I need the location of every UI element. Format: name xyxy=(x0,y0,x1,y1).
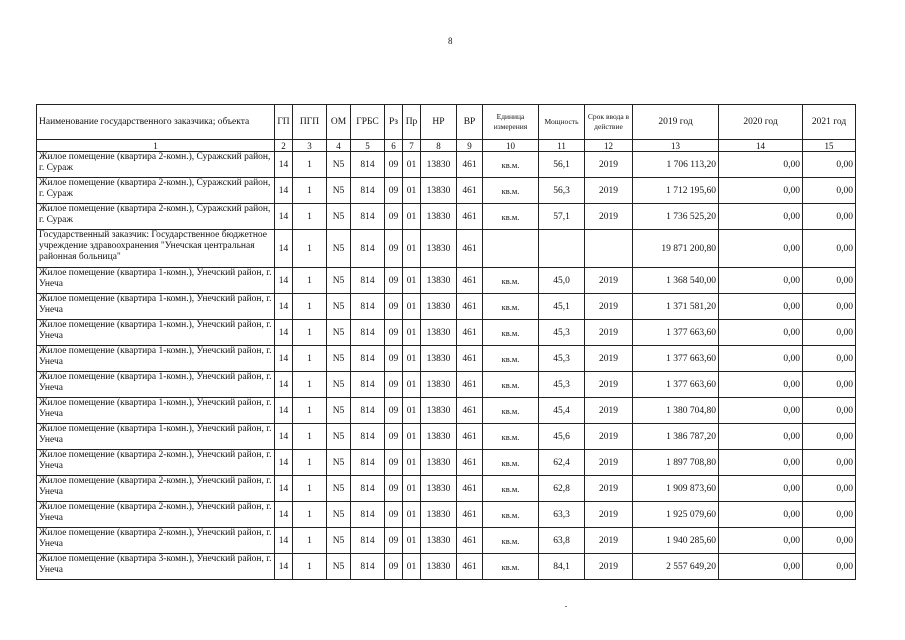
cell-name: Жилое помещение (квартира 2-комн.), Суражский район, г. Сураж xyxy=(37,178,275,204)
cell-vr: 461 xyxy=(457,320,483,346)
cell-nr: 13830 xyxy=(421,152,457,178)
cell-pr: 01 xyxy=(403,476,421,502)
table-row xyxy=(37,294,856,320)
cell-om: N5 xyxy=(327,554,351,580)
cell-grbs: 814 xyxy=(351,476,385,502)
cell-rz: 09 xyxy=(385,398,403,424)
cell-unit: кв.м. xyxy=(483,528,539,554)
cell-y2020: 0,00 xyxy=(719,528,803,554)
cell-om: N5 xyxy=(327,450,351,476)
cell-y2021: 0,00 xyxy=(803,346,856,372)
cell-gp: 14 xyxy=(275,450,293,476)
cell-gp: 14 xyxy=(275,294,293,320)
cell-capacity: 45,4 xyxy=(539,398,585,424)
cell-capacity: 45,3 xyxy=(539,346,585,372)
cell-grbs: 814 xyxy=(351,320,385,346)
header-2019: 2019 год xyxy=(633,105,719,140)
cell-pgp: 1 xyxy=(293,268,327,294)
cell-y2019: 1 736 525,20 xyxy=(633,204,719,230)
cell-vr: 461 xyxy=(457,204,483,230)
cell-commission: 2019 xyxy=(585,294,633,320)
cell-vr: 461 xyxy=(457,230,483,268)
cell-pr: 01 xyxy=(403,424,421,450)
cell-pgp: 1 xyxy=(293,372,327,398)
cell-nr: 13830 xyxy=(421,294,457,320)
table-row xyxy=(37,178,856,204)
cell-vr: 461 xyxy=(457,268,483,294)
cell-om: N5 xyxy=(327,502,351,528)
cell-pr: 01 xyxy=(403,398,421,424)
cell-y2021: 0,00 xyxy=(803,178,856,204)
cell-grbs: 814 xyxy=(351,372,385,398)
cell-rz: 09 xyxy=(385,450,403,476)
cell-y2021: 0,00 xyxy=(803,268,856,294)
column-number: 9 xyxy=(457,140,483,152)
cell-om: N5 xyxy=(327,204,351,230)
cell-y2020: 0,00 xyxy=(719,204,803,230)
cell-commission: 2019 xyxy=(585,204,633,230)
cell-rz: 09 xyxy=(385,204,403,230)
cell-y2019: 1 371 581,20 xyxy=(633,294,719,320)
cell-rz: 09 xyxy=(385,320,403,346)
cell-rz: 09 xyxy=(385,502,403,528)
cell-nr: 13830 xyxy=(421,424,457,450)
cell-unit: кв.м. xyxy=(483,398,539,424)
column-number: 14 xyxy=(719,140,803,152)
cell-rz: 09 xyxy=(385,152,403,178)
cell-y2020: 0,00 xyxy=(719,294,803,320)
column-number: 8 xyxy=(421,140,457,152)
cell-vr: 461 xyxy=(457,398,483,424)
cell-pr: 01 xyxy=(403,502,421,528)
cell-rz: 09 xyxy=(385,230,403,268)
cell-vr: 461 xyxy=(457,554,483,580)
cell-y2019: 1 925 079,60 xyxy=(633,502,719,528)
cell-pgp: 1 xyxy=(293,346,327,372)
cell-unit: кв.м. xyxy=(483,424,539,450)
header-om: ОМ xyxy=(327,105,351,140)
table-row xyxy=(37,398,856,424)
cell-unit xyxy=(483,230,539,268)
header-vr: ВР xyxy=(457,105,483,140)
header-pgp: ПГП xyxy=(293,105,327,140)
cell-name: Жилое помещение (квартира 2-комн.), Унечский район, г. Унеча xyxy=(37,476,275,502)
header-grbs: ГРБС xyxy=(351,105,385,140)
cell-vr: 461 xyxy=(457,476,483,502)
cell-y2021: 0,00 xyxy=(803,398,856,424)
cell-vr: 461 xyxy=(457,372,483,398)
cell-pr: 01 xyxy=(403,294,421,320)
cell-pr: 01 xyxy=(403,554,421,580)
cell-gp: 14 xyxy=(275,268,293,294)
cell-y2019: 1 909 873,60 xyxy=(633,476,719,502)
cell-gp: 14 xyxy=(275,204,293,230)
cell-pr: 01 xyxy=(403,204,421,230)
column-number: 5 xyxy=(351,140,385,152)
cell-name: Жилое помещение (квартира 1-комн.), Унечский район, г. Унеча xyxy=(37,372,275,398)
cell-pgp: 1 xyxy=(293,476,327,502)
cell-capacity: 45,1 xyxy=(539,294,585,320)
cell-om: N5 xyxy=(327,346,351,372)
table-body xyxy=(37,140,856,580)
cell-y2020: 0,00 xyxy=(719,424,803,450)
header-commission: Срок ввода в действие xyxy=(585,105,633,140)
cell-om: N5 xyxy=(327,230,351,268)
cell-om: N5 xyxy=(327,398,351,424)
cell-grbs: 814 xyxy=(351,398,385,424)
cell-commission: 2019 xyxy=(585,178,633,204)
column-number: 2 xyxy=(275,140,293,152)
header-pr: Пр xyxy=(403,105,421,140)
cell-y2020: 0,00 xyxy=(719,320,803,346)
cell-grbs: 814 xyxy=(351,204,385,230)
cell-y2020: 0,00 xyxy=(719,230,803,268)
page-number: 8 xyxy=(448,36,453,46)
cell-pr: 01 xyxy=(403,178,421,204)
table-row xyxy=(37,528,856,554)
cell-commission: 2019 xyxy=(585,320,633,346)
cell-rz: 09 xyxy=(385,346,403,372)
cell-pr: 01 xyxy=(403,230,421,268)
cell-unit: кв.м. xyxy=(483,554,539,580)
column-number: 4 xyxy=(327,140,351,152)
cell-y2020: 0,00 xyxy=(719,178,803,204)
cell-y2021: 0,00 xyxy=(803,476,856,502)
cell-nr: 13830 xyxy=(421,398,457,424)
cell-vr: 461 xyxy=(457,178,483,204)
cell-grbs: 814 xyxy=(351,450,385,476)
cell-commission: 2019 xyxy=(585,554,633,580)
cell-gp: 14 xyxy=(275,230,293,268)
cell-pgp: 1 xyxy=(293,528,327,554)
header-unit: Единица измерения xyxy=(483,105,539,140)
header-row xyxy=(37,105,856,140)
cell-y2019: 1 386 787,20 xyxy=(633,424,719,450)
cell-name: Жилое помещение (квартира 1-комн.), Унечский район, г. Унеча xyxy=(37,346,275,372)
table-row xyxy=(37,476,856,502)
cell-nr: 13830 xyxy=(421,476,457,502)
cell-capacity: 84,1 xyxy=(539,554,585,580)
cell-y2021: 0,00 xyxy=(803,230,856,268)
cell-om: N5 xyxy=(327,476,351,502)
cell-capacity: 45,6 xyxy=(539,424,585,450)
cell-name: Жилое помещение (квартира 1-комн.), Унечский район, г. Унеча xyxy=(37,398,275,424)
cell-capacity: 63,3 xyxy=(539,502,585,528)
cell-y2020: 0,00 xyxy=(719,554,803,580)
cell-grbs: 814 xyxy=(351,528,385,554)
header-rz: Рз xyxy=(385,105,403,140)
cell-vr: 461 xyxy=(457,528,483,554)
cell-unit: кв.м. xyxy=(483,372,539,398)
cell-vr: 461 xyxy=(457,294,483,320)
cell-commission: 2019 xyxy=(585,152,633,178)
cell-om: N5 xyxy=(327,372,351,398)
cell-y2019: 1 897 708,80 xyxy=(633,450,719,476)
column-number: 6 xyxy=(385,140,403,152)
cell-name: Жилое помещение (квартира 1-комн.), Унечский район, г. Унеча xyxy=(37,268,275,294)
cell-vr: 461 xyxy=(457,450,483,476)
budget-table xyxy=(36,104,856,580)
cell-commission: 2019 xyxy=(585,268,633,294)
cell-pr: 01 xyxy=(403,450,421,476)
table-row xyxy=(37,346,856,372)
cell-pr: 01 xyxy=(403,346,421,372)
cell-y2019: 2 557 649,20 xyxy=(633,554,719,580)
cell-capacity: 57,1 xyxy=(539,204,585,230)
cell-y2020: 0,00 xyxy=(719,476,803,502)
cell-y2021: 0,00 xyxy=(803,372,856,398)
cell-om: N5 xyxy=(327,152,351,178)
cell-y2020: 0,00 xyxy=(719,372,803,398)
cell-nr: 13830 xyxy=(421,554,457,580)
cell-commission: 2019 xyxy=(585,476,633,502)
cell-commission: 2019 xyxy=(585,424,633,450)
cell-nr: 13830 xyxy=(421,268,457,294)
cell-y2021: 0,00 xyxy=(803,502,856,528)
cell-unit: кв.м. xyxy=(483,502,539,528)
cell-y2020: 0,00 xyxy=(719,398,803,424)
cell-unit: кв.м. xyxy=(483,450,539,476)
cell-pgp: 1 xyxy=(293,204,327,230)
cell-pgp: 1 xyxy=(293,152,327,178)
header-nr: НР xyxy=(421,105,457,140)
cell-gp: 14 xyxy=(275,320,293,346)
column-number: 13 xyxy=(633,140,719,152)
cell-unit: кв.м. xyxy=(483,178,539,204)
cell-om: N5 xyxy=(327,294,351,320)
cell-name: Жилое помещение (квартира 1-комн.), Унечский район, г. Унеча xyxy=(37,424,275,450)
cell-unit: кв.м. xyxy=(483,320,539,346)
cell-y2019: 1 368 540,00 xyxy=(633,268,719,294)
cell-nr: 13830 xyxy=(421,230,457,268)
cell-name: Жилое помещение (квартира 2-комн.), Унечский район, г. Унеча xyxy=(37,528,275,554)
cell-commission: 2019 xyxy=(585,346,633,372)
cell-y2021: 0,00 xyxy=(803,450,856,476)
cell-pgp: 1 xyxy=(293,178,327,204)
cell-capacity: 56,1 xyxy=(539,152,585,178)
table-row xyxy=(37,152,856,178)
cell-name: Государственный заказчик: Государственное бюджетное учреждение здравоохранения "Унечская центральная районная больница" xyxy=(37,230,275,268)
cell-y2020: 0,00 xyxy=(719,450,803,476)
cell-y2019: 19 871 200,80 xyxy=(633,230,719,268)
cell-y2021: 0,00 xyxy=(803,554,856,580)
cell-nr: 13830 xyxy=(421,502,457,528)
cell-unit: кв.м. xyxy=(483,204,539,230)
cell-capacity xyxy=(539,230,585,268)
cell-nr: 13830 xyxy=(421,346,457,372)
cell-pgp: 1 xyxy=(293,554,327,580)
cell-y2020: 0,00 xyxy=(719,152,803,178)
cell-capacity: 63,8 xyxy=(539,528,585,554)
header-name: Наименование государственного заказчика; объекта xyxy=(37,105,275,140)
cell-unit: кв.м. xyxy=(483,268,539,294)
cell-grbs: 814 xyxy=(351,178,385,204)
cell-commission: 2019 xyxy=(585,450,633,476)
cell-rz: 09 xyxy=(385,554,403,580)
cell-gp: 14 xyxy=(275,152,293,178)
cell-commission: 2019 xyxy=(585,528,633,554)
cell-y2019: 1 377 663,60 xyxy=(633,372,719,398)
column-number: 1 xyxy=(37,140,275,152)
cell-commission: 2019 xyxy=(585,372,633,398)
cell-nr: 13830 xyxy=(421,204,457,230)
cell-gp: 14 xyxy=(275,372,293,398)
cell-y2019: 1 706 113,20 xyxy=(633,152,719,178)
cell-y2021: 0,00 xyxy=(803,294,856,320)
scan-speck xyxy=(565,606,567,607)
cell-name: Жилое помещение (квартира 2-комн.), Унечский район, г. Унеча xyxy=(37,450,275,476)
cell-gp: 14 xyxy=(275,346,293,372)
cell-rz: 09 xyxy=(385,476,403,502)
cell-pgp: 1 xyxy=(293,294,327,320)
cell-nr: 13830 xyxy=(421,528,457,554)
table-row xyxy=(37,450,856,476)
cell-pr: 01 xyxy=(403,372,421,398)
table-row xyxy=(37,424,856,450)
cell-om: N5 xyxy=(327,424,351,450)
cell-om: N5 xyxy=(327,528,351,554)
cell-pgp: 1 xyxy=(293,450,327,476)
cell-pr: 01 xyxy=(403,320,421,346)
cell-capacity: 45,3 xyxy=(539,372,585,398)
cell-y2021: 0,00 xyxy=(803,320,856,346)
cell-name: Жилое помещение (квартира 1-комн.), Унечский район, г. Унеча xyxy=(37,294,275,320)
cell-nr: 13830 xyxy=(421,450,457,476)
cell-vr: 461 xyxy=(457,346,483,372)
cell-name: Жилое помещение (квартира 2-комн.), Суражский район, г. Сураж xyxy=(37,204,275,230)
table-row xyxy=(37,230,856,268)
cell-y2019: 1 377 663,60 xyxy=(633,346,719,372)
column-number-row xyxy=(37,140,856,152)
cell-om: N5 xyxy=(327,320,351,346)
header-capacity: Мощность xyxy=(539,105,585,140)
cell-pr: 01 xyxy=(403,152,421,178)
cell-gp: 14 xyxy=(275,502,293,528)
cell-rz: 09 xyxy=(385,268,403,294)
cell-name: Жилое помещение (квартира 3-комн.), Унечский район, г. Унеча xyxy=(37,554,275,580)
cell-rz: 09 xyxy=(385,424,403,450)
cell-unit: кв.м. xyxy=(483,346,539,372)
table-row xyxy=(37,372,856,398)
cell-y2019: 1 712 195,60 xyxy=(633,178,719,204)
cell-y2020: 0,00 xyxy=(719,268,803,294)
cell-pgp: 1 xyxy=(293,230,327,268)
cell-y2019: 1 377 663,60 xyxy=(633,320,719,346)
table-row xyxy=(37,268,856,294)
column-number: 3 xyxy=(293,140,327,152)
table-row xyxy=(37,502,856,528)
cell-gp: 14 xyxy=(275,476,293,502)
cell-nr: 13830 xyxy=(421,178,457,204)
cell-y2019: 1 940 285,60 xyxy=(633,528,719,554)
cell-name: Жилое помещение (квартира 1-комн.), Унечский район, г. Унеча xyxy=(37,320,275,346)
column-number: 15 xyxy=(803,140,856,152)
cell-grbs: 814 xyxy=(351,230,385,268)
cell-commission xyxy=(585,230,633,268)
cell-om: N5 xyxy=(327,178,351,204)
cell-capacity: 56,3 xyxy=(539,178,585,204)
cell-unit: кв.м. xyxy=(483,152,539,178)
column-number: 12 xyxy=(585,140,633,152)
cell-commission: 2019 xyxy=(585,398,633,424)
cell-pgp: 1 xyxy=(293,502,327,528)
cell-y2021: 0,00 xyxy=(803,424,856,450)
cell-vr: 461 xyxy=(457,502,483,528)
cell-om: N5 xyxy=(327,268,351,294)
cell-grbs: 814 xyxy=(351,502,385,528)
table-row xyxy=(37,554,856,580)
cell-unit: кв.м. xyxy=(483,294,539,320)
table-row xyxy=(37,204,856,230)
cell-gp: 14 xyxy=(275,528,293,554)
cell-pr: 01 xyxy=(403,528,421,554)
cell-gp: 14 xyxy=(275,554,293,580)
cell-vr: 461 xyxy=(457,152,483,178)
cell-unit: кв.м. xyxy=(483,476,539,502)
cell-pgp: 1 xyxy=(293,398,327,424)
cell-pr: 01 xyxy=(403,268,421,294)
cell-pgp: 1 xyxy=(293,424,327,450)
cell-pgp: 1 xyxy=(293,320,327,346)
cell-commission: 2019 xyxy=(585,502,633,528)
cell-rz: 09 xyxy=(385,178,403,204)
column-number: 7 xyxy=(403,140,421,152)
cell-nr: 13830 xyxy=(421,320,457,346)
header-gp: ГП xyxy=(275,105,293,140)
cell-capacity: 62,8 xyxy=(539,476,585,502)
cell-rz: 09 xyxy=(385,528,403,554)
cell-grbs: 814 xyxy=(351,554,385,580)
cell-vr: 461 xyxy=(457,424,483,450)
cell-grbs: 814 xyxy=(351,294,385,320)
cell-nr: 13830 xyxy=(421,372,457,398)
cell-y2021: 0,00 xyxy=(803,528,856,554)
cell-capacity: 45,3 xyxy=(539,320,585,346)
cell-gp: 14 xyxy=(275,178,293,204)
cell-grbs: 814 xyxy=(351,346,385,372)
cell-capacity: 62,4 xyxy=(539,450,585,476)
cell-y2021: 0,00 xyxy=(803,152,856,178)
cell-grbs: 814 xyxy=(351,424,385,450)
table-row xyxy=(37,320,856,346)
cell-y2020: 0,00 xyxy=(719,502,803,528)
cell-capacity: 45,0 xyxy=(539,268,585,294)
cell-grbs: 814 xyxy=(351,268,385,294)
cell-grbs: 814 xyxy=(351,152,385,178)
cell-name: Жилое помещение (квартира 2-комн.), Суражский район, г. Сураж xyxy=(37,152,275,178)
cell-gp: 14 xyxy=(275,398,293,424)
cell-name: Жилое помещение (квартира 2-комн.), Унечский район, г. Унеча xyxy=(37,502,275,528)
header-2021: 2021 год xyxy=(803,105,856,140)
header-2020: 2020 год xyxy=(719,105,803,140)
cell-y2020: 0,00 xyxy=(719,346,803,372)
cell-rz: 09 xyxy=(385,294,403,320)
cell-y2021: 0,00 xyxy=(803,204,856,230)
column-number: 10 xyxy=(483,140,539,152)
cell-gp: 14 xyxy=(275,424,293,450)
column-number: 11 xyxy=(539,140,585,152)
cell-y2019: 1 380 704,80 xyxy=(633,398,719,424)
cell-rz: 09 xyxy=(385,372,403,398)
